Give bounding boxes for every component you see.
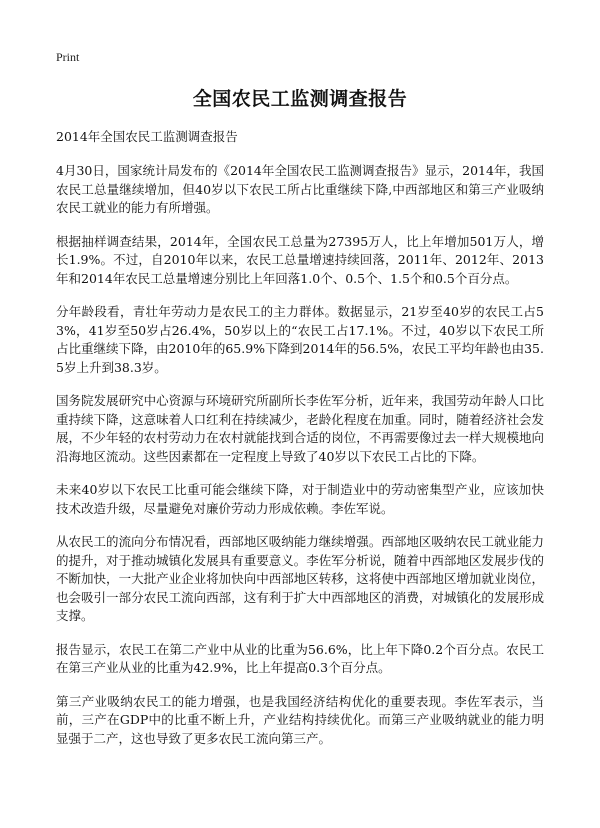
article-paragraph: 根据抽样调查结果，2014年，全国农民工总量为27395万人，比上年增加501万人，增长1.9%。不过，自2010年以来，农民工总量增速持续回落，2011年、2012年、2013年和2014年农民工总量增速分别比上年回落1.0个、0.5个、1.5个和0.5个百分点。: [56, 233, 544, 286]
article-title: 全国农民工监测调查报告: [192, 88, 408, 110]
print-link[interactable]: Print: [56, 50, 80, 64]
article-paragraph: 第三产业吸纳农民工的能力增强，也是我国经济结构优化的重要表现。李佐军表示，当前，三产在GDP中的比重不断上升，产业结构持续优化。而第三产业吸纳就业的能力明显强于二产，这也导致了更多农民工流向第三产。: [56, 693, 544, 746]
article-paragraph: 国务院发展研究中心资源与环境研究所副所长李佐军分析，近年来，我国劳动年龄人口比重持续下降，这意味着人口红利在持续减少，老龄化程度在加重。同时，随着经济社会发展，不少年轻的农村劳动力在农村就能找到合适的岗位，不再需要像过去一样大规模地向沿海地区流动。这些因素都在一定程度上导致了40岁以下农民工占比的下降。: [56, 393, 544, 464]
article-paragraph: 分年龄段看，青壮年劳动力是农民工的主力群体。数据显示，21岁至40岁的农民工占53%，41岁至50岁占26.4%，50岁以上的“农民工占17.1%。不过，40岁以下农民工所占比重继续下降，由2010年的65.9%下降到2014年的56.5%，农民工平均年龄也由35.5岁上升到38.3岁。: [56, 304, 544, 375]
article-paragraph: 报告显示，农民工在第二产业中从业的比重为56.6%，比上年下降0.2个百分点。农民工在第三产业从业的比重为42.9%，比上年提高0.3个百分点。: [56, 641, 544, 675]
article-body: [56, 162, 544, 748]
article-paragraph: 4月30日，国家统计局发布的《2014年全国农民工监测调查报告》显示，2014年，我国农民工总量继续增加，但40岁以下农民工所占比重继续下降,中西部地区和第三产业吸纳农民工就业的能力有所增强。: [56, 163, 544, 215]
article-paragraph: 未来40岁以下农民工比重可能会继续下降，对于制造业中的劳动密集型产业，应该加快技术改造升级，尽量避免对廉价劳动力形成依赖。李佐军说。: [56, 482, 544, 516]
article-subtitle: 2014年全国农民工监测调查报告: [56, 129, 238, 144]
article-paragraph: 从农民工的流向分布情况看，西部地区吸纳能力继续增强。西部地区吸纳农民工就业能力的提升，对于推动城镇化发展具有重要意义。李佐军分析说，随着中西部地区发展步伐的不断加快，一大批产业企业将加快向中西部地区转移，这将使中西部地区增加就业岗位，也会吸引一部分农民工流向西部，这有利于扩大中西部地区的消费，对城镇化的发展形成支撑。: [56, 534, 544, 623]
